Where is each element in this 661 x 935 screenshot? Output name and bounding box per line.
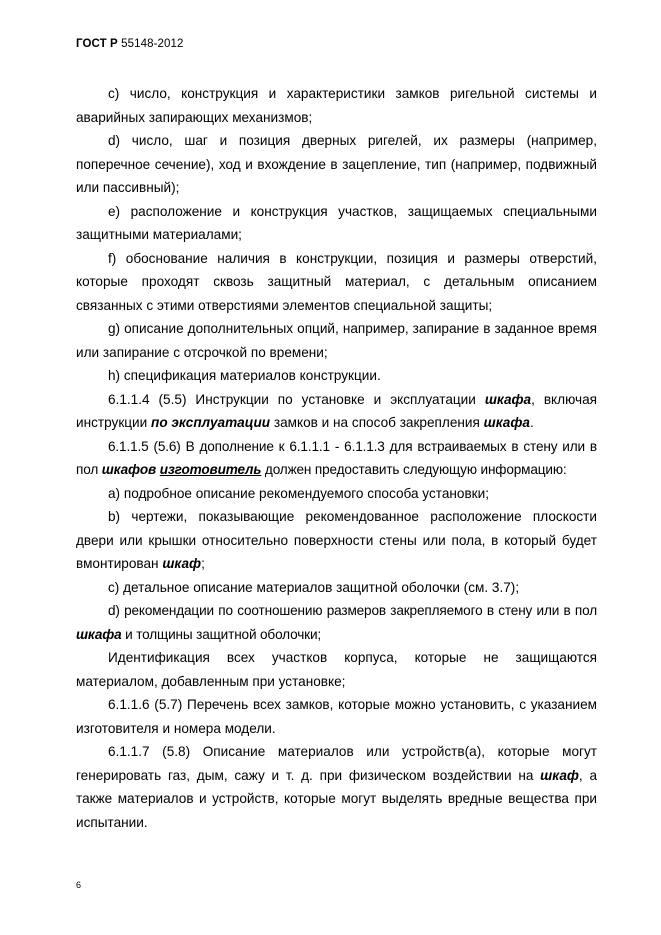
- list-item-e: e) расположение и конструкция участков, защищаемых специальными защитными материалами;: [76, 203, 597, 242]
- text-run: 6.1.1.7 (5.8) Описание материалов или устройств(а), которые могут генерировать газ, дым, сажу и т. д. при физическом воздействии на: [76, 744, 597, 783]
- text-run: ;: [201, 556, 205, 571]
- text-run: 6.1.1.4 (5.5) Инструкции по установке и эксплуатации: [108, 391, 485, 407]
- text-run: , включая инструкции: [76, 391, 597, 430]
- list-item-c2: c) детальное описание материалов защитной оболочки (см. 3.7);: [108, 579, 520, 595]
- standard-number: 55148-2012: [121, 38, 184, 50]
- list-item-g: g) описание дополнительных опций, например, запирание в заданное время или запирание с отсрочкой по времени;: [76, 321, 597, 360]
- term-emphasis: шкафа: [484, 391, 532, 407]
- term-emphasis: по эксплуатации: [151, 415, 271, 430]
- text-run: , а также материалов и устройств, которые могут выделять вредные вещества при испытании.: [76, 767, 597, 830]
- term-emphasis: шкафа: [483, 415, 530, 430]
- term-emphasis-underlined: изготовитель: [159, 462, 262, 477]
- list-item-h: h) спецификация материалов конструкции.: [108, 368, 381, 383]
- text-run: d) рекомендации по соотношению размеров закрепляемого в стену или в пол: [108, 603, 597, 618]
- page-header: [76, 38, 184, 50]
- list-item-f: f) обоснование наличия в конструкции, позиция и размеры отверстий, которые проходят сквозь защитный материал, с детальным описанием связанных с этими отверстиями элементов специальной защиты;: [76, 250, 597, 313]
- text-run: .: [529, 415, 534, 430]
- text-run: b) чертежи, показывающие рекомендованное расположение плоскости двери или крышки относительно поверхности стены или пола, в который будет вмонтирован: [76, 509, 597, 571]
- list-item-a2: a) подробное описание рекомендуемого способа установки;: [108, 485, 489, 501]
- standard-prefix: ГОСТ Р: [76, 38, 118, 50]
- body-text: [76, 82, 597, 834]
- clause-6-1-1-6: 6.1.1.6 (5.7) Перечень всех замков, которые можно установить, с указанием изготовителя и номера модели.: [76, 697, 597, 736]
- list-item-b2: [76, 505, 597, 576]
- text-run: 6.1.1.5 (5.6) В дополнение к 6.1.1.1 - 6.1.1.3 для встраиваемых в стену или в пол: [76, 438, 597, 477]
- clause-6-1-1-7: [76, 740, 597, 834]
- identification-paragraph: Идентификация всех участков корпуса, которые не защищаются материалом, добавленным при установке;: [76, 650, 597, 689]
- term-emphasis: шкафов: [101, 462, 157, 477]
- clause-6-1-1-4: [76, 388, 597, 435]
- term-emphasis: шкаф: [162, 556, 202, 571]
- page-number: 6: [76, 880, 82, 890]
- list-item-d: d) число, шаг и позиция дверных ригелей, их размеры (например, поперечное сечение), ход и вхождение в зацепление, тип (например, подвижный или пассивный);: [76, 133, 597, 195]
- term-emphasis: шкафа: [76, 626, 122, 642]
- clause-6-1-1-5: [76, 435, 597, 482]
- term-emphasis: шкаф: [540, 767, 579, 783]
- list-item-c: c) число, конструкция и характеристики замков ригельной системы и аварийных запирающих механизмов;: [76, 86, 597, 125]
- text-run: и толщины защитной оболочки;: [121, 626, 322, 642]
- text-run: должен предоставить следующую информацию:: [261, 462, 567, 477]
- text-run: замков и на способ закрепления: [270, 415, 484, 430]
- list-item-d2: [76, 599, 597, 646]
